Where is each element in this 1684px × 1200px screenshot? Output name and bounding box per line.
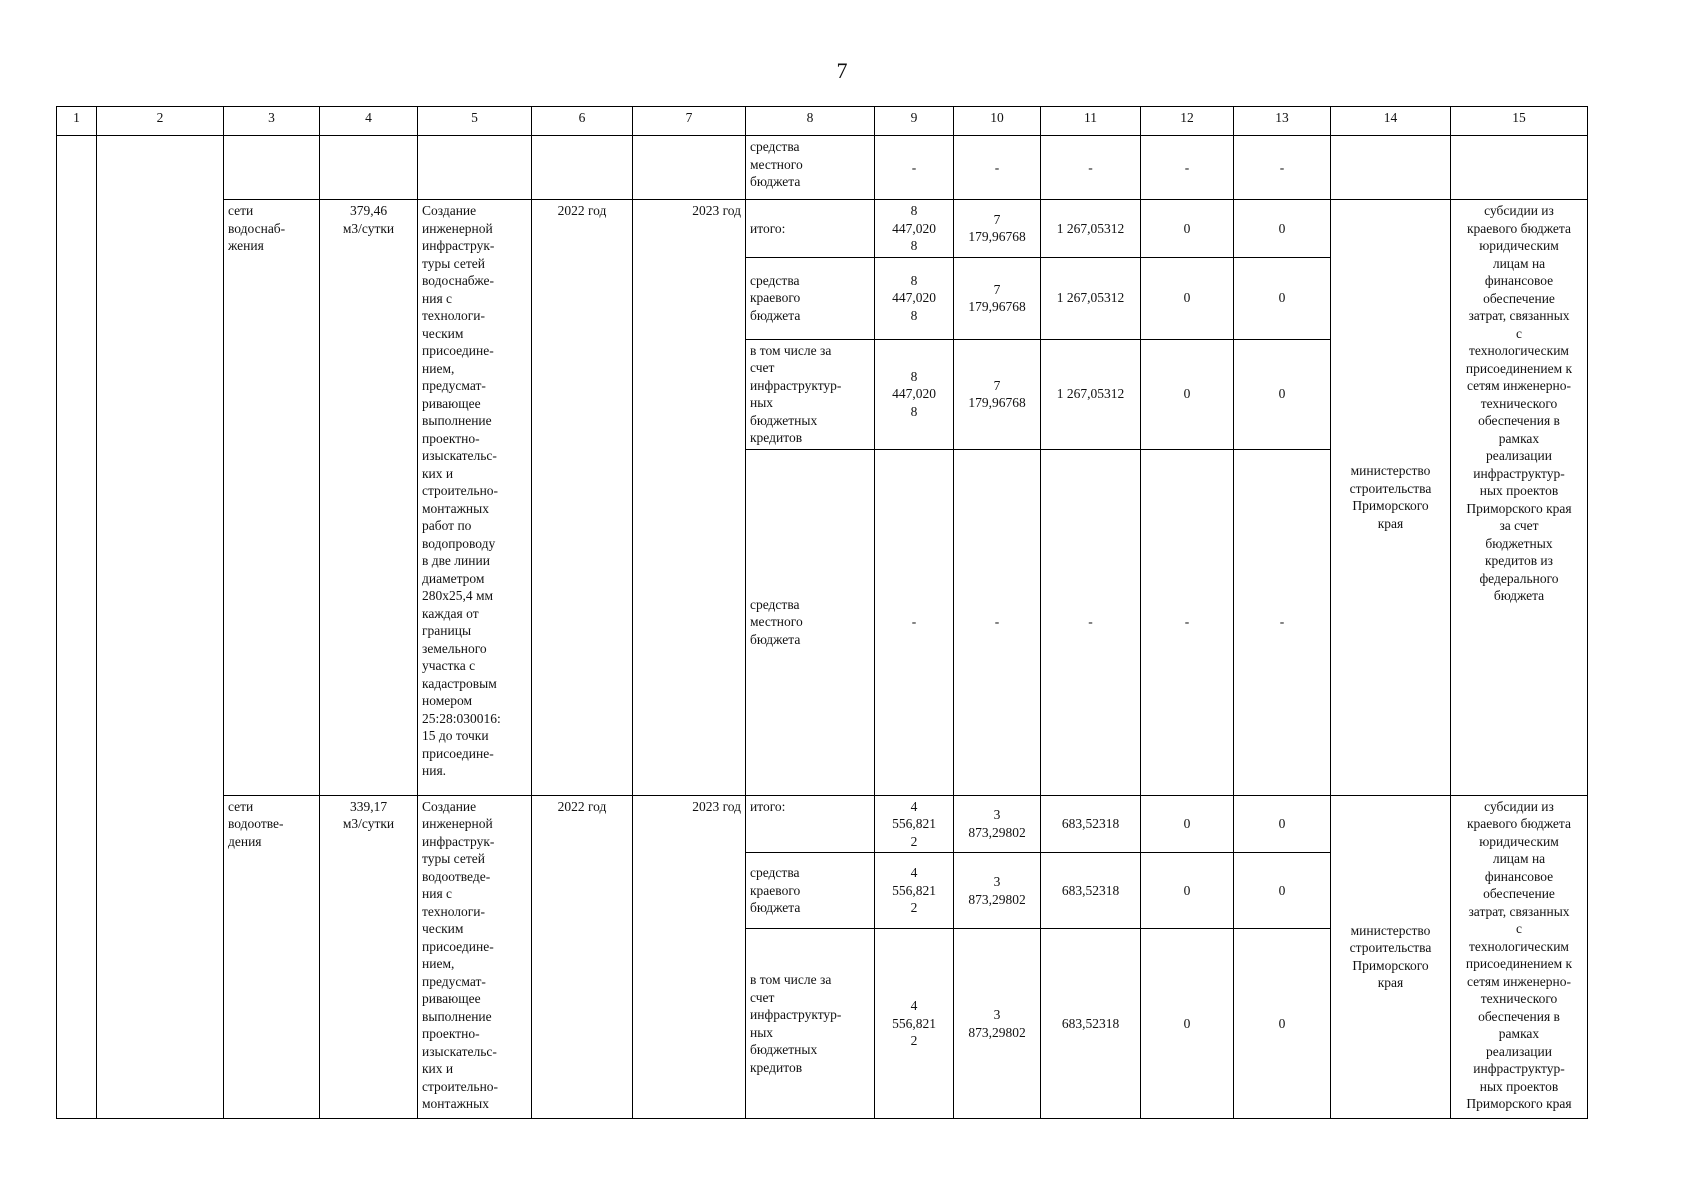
funding-source: итого: bbox=[746, 795, 875, 853]
header-cell: 4 bbox=[320, 107, 418, 136]
header-cell: 3 bbox=[224, 107, 320, 136]
responsible-ministry: министерство строительства Приморского края bbox=[1331, 200, 1451, 796]
value-col11: 683,52318 bbox=[1041, 929, 1141, 1119]
value-col9: 4 556,821 2 bbox=[875, 929, 954, 1119]
header-cell: 10 bbox=[954, 107, 1041, 136]
table-row bbox=[57, 136, 1588, 200]
value-col10: 7 179,96768 bbox=[954, 200, 1041, 258]
value-col12: 0 bbox=[1141, 339, 1234, 449]
value-col11: - bbox=[1041, 136, 1141, 200]
object-name: сети водоотве- дения bbox=[224, 795, 320, 1119]
value-col12: 0 bbox=[1141, 200, 1234, 258]
end-year: 2023 год bbox=[633, 200, 746, 796]
value-col13: 0 bbox=[1234, 795, 1331, 853]
value-col11: 1 267,05312 bbox=[1041, 200, 1141, 258]
funding-source: в том числе за счет инфраструктур- ных бюджетных кредитов bbox=[746, 339, 875, 449]
value-col10: - bbox=[954, 449, 1041, 795]
project-description: Создание инженерной инфраструк- туры сетей водоотведе- ния с технологи- ческим присоедине- нием, предусмат- ривающее выполнение проектно- изыскательс- ких и строительно- монтажных bbox=[418, 795, 532, 1119]
financing-table bbox=[56, 106, 1588, 1119]
col14-cell bbox=[1331, 136, 1451, 200]
column-number-row bbox=[57, 107, 1588, 136]
value-col13: 0 bbox=[1234, 257, 1331, 339]
value-col11: - bbox=[1041, 449, 1141, 795]
col5-cell bbox=[418, 136, 532, 200]
value-col11: 683,52318 bbox=[1041, 795, 1141, 853]
col2-cell bbox=[97, 136, 224, 1119]
value-col10: 3 873,29802 bbox=[954, 929, 1041, 1119]
funding-purpose: субсидии из краевого бюджета юридическим лицам на финансовое обеспечение затрат, связанных с технологическим присоединением к сетям инженерно- технического обеспечения в рамках реализации инфраструктур- ных проектов Приморского края за счет бюджетных кредитов из федерального бюджета bbox=[1451, 200, 1588, 796]
project-description: Создание инженерной инфраструк- туры сетей водоснабже- ния с технологи- ческим присоедине- нием, предусмат- ривающее выполнение проектно- изыскательс- ких и строительно- монтажных работ по водопроводу в две линии диаметром 280х25,4 мм каждая от границы земельного участка с кадастровым номером 25:28:030016: 15 до точки присоедине- ния. bbox=[418, 200, 532, 796]
start-year: 2022 год bbox=[532, 795, 633, 1119]
col15-cell bbox=[1451, 136, 1588, 200]
value-col13: - bbox=[1234, 136, 1331, 200]
header-cell: 9 bbox=[875, 107, 954, 136]
col1-cell bbox=[57, 136, 97, 1119]
funding-source: в том числе за счет инфраструктур- ных бюджетных кредитов bbox=[746, 929, 875, 1119]
funding-source: средства краевого бюджета bbox=[746, 853, 875, 929]
value-col11: 683,52318 bbox=[1041, 853, 1141, 929]
col4-cell bbox=[320, 136, 418, 200]
value-col9: 8 447,020 8 bbox=[875, 257, 954, 339]
end-year: 2023 год bbox=[633, 795, 746, 1119]
value-col13: 0 bbox=[1234, 339, 1331, 449]
funding-source: средства местного бюджета bbox=[746, 449, 875, 795]
col7-cell bbox=[633, 136, 746, 200]
page-number: 7 bbox=[836, 58, 848, 83]
header-cell: 15 bbox=[1451, 107, 1588, 136]
capacity: 339,17 м3/сутки bbox=[320, 795, 418, 1119]
header-cell: 11 bbox=[1041, 107, 1141, 136]
value-col12: - bbox=[1141, 449, 1234, 795]
table-row bbox=[57, 795, 1588, 853]
value-col9: - bbox=[875, 449, 954, 795]
value-col10: 3 873,29802 bbox=[954, 853, 1041, 929]
table-row bbox=[57, 200, 1588, 258]
value-col9: 8 447,020 8 bbox=[875, 200, 954, 258]
value-col9: - bbox=[875, 136, 954, 200]
header-cell: 7 bbox=[633, 107, 746, 136]
value-col9: 8 447,020 8 bbox=[875, 339, 954, 449]
value-col10: 3 873,29802 bbox=[954, 795, 1041, 853]
value-col12: 0 bbox=[1141, 853, 1234, 929]
value-col12: 0 bbox=[1141, 257, 1234, 339]
value-col13: 0 bbox=[1234, 853, 1331, 929]
value-col12: 0 bbox=[1141, 929, 1234, 1119]
funding-source: средства местного бюджета bbox=[746, 136, 875, 200]
value-col13: - bbox=[1234, 449, 1331, 795]
header-cell: 14 bbox=[1331, 107, 1451, 136]
col3-cell bbox=[224, 136, 320, 200]
funding-purpose: субсидии из краевого бюджета юридическим лицам на финансовое обеспечение затрат, связанных с технологическим присоединением к сетям инженерно- технического обеспечения в рамках реализации инфраструктур- ных проектов Приморского края bbox=[1451, 795, 1588, 1119]
object-name: сети водоснаб- жения bbox=[224, 200, 320, 796]
funding-source: средства краевого бюджета bbox=[746, 257, 875, 339]
header-cell: 2 bbox=[97, 107, 224, 136]
funding-source: итого: bbox=[746, 200, 875, 258]
value-col11: 1 267,05312 bbox=[1041, 257, 1141, 339]
value-col12: 0 bbox=[1141, 795, 1234, 853]
value-col12: - bbox=[1141, 136, 1234, 200]
value-col11: 1 267,05312 bbox=[1041, 339, 1141, 449]
header-cell: 12 bbox=[1141, 107, 1234, 136]
value-col13: 0 bbox=[1234, 200, 1331, 258]
header-cell: 5 bbox=[418, 107, 532, 136]
header-cell: 13 bbox=[1234, 107, 1331, 136]
capacity: 379,46 м3/сутки bbox=[320, 200, 418, 796]
start-year: 2022 год bbox=[532, 200, 633, 796]
value-col10: - bbox=[954, 136, 1041, 200]
value-col13: 0 bbox=[1234, 929, 1331, 1119]
value-col9: 4 556,821 2 bbox=[875, 795, 954, 853]
header-cell: 8 bbox=[746, 107, 875, 136]
responsible-ministry: министерство строительства Приморского края bbox=[1331, 795, 1451, 1119]
value-col9: 4 556,821 2 bbox=[875, 853, 954, 929]
value-col10: 7 179,96768 bbox=[954, 257, 1041, 339]
value-col10: 7 179,96768 bbox=[954, 339, 1041, 449]
header-cell: 1 bbox=[57, 107, 97, 136]
header-cell: 6 bbox=[532, 107, 633, 136]
col6-cell bbox=[532, 136, 633, 200]
